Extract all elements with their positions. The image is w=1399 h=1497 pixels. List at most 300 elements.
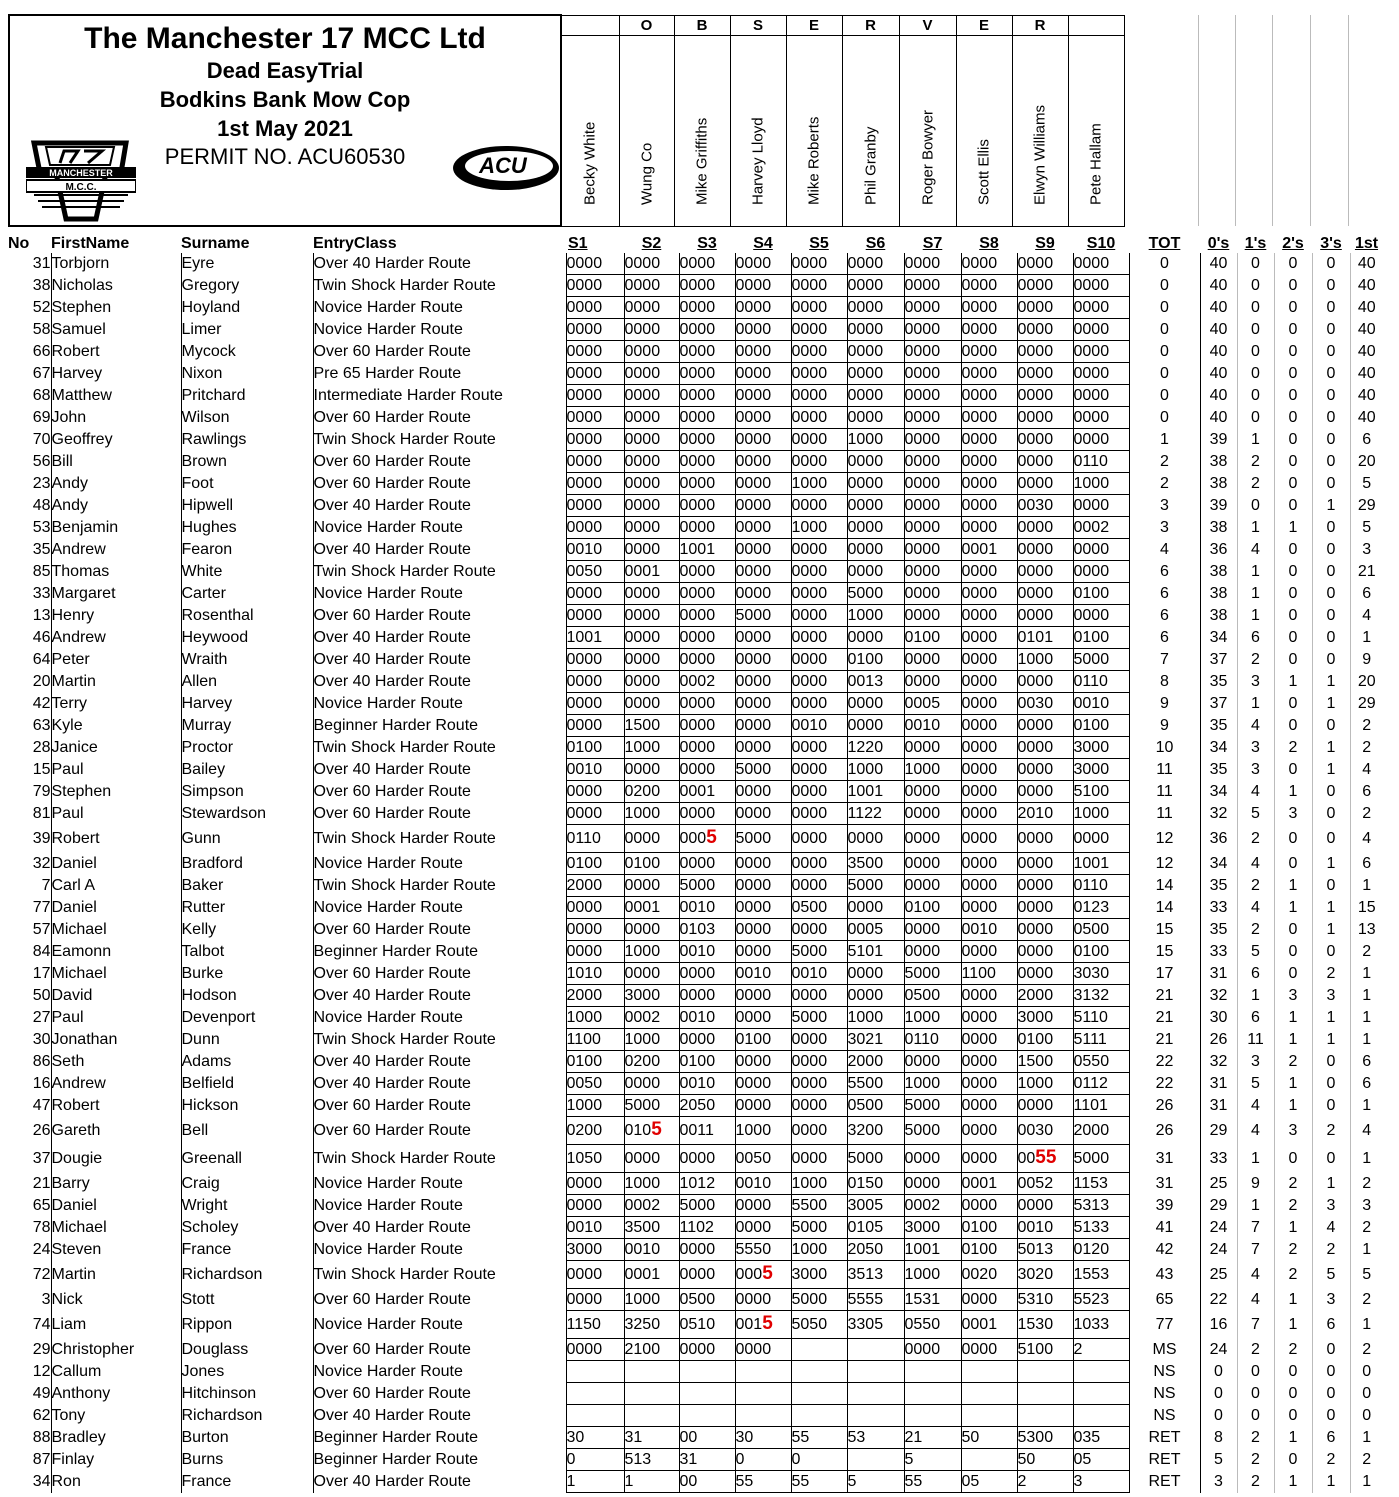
table-row xyxy=(8,297,1383,319)
section-score: 5000 xyxy=(904,963,961,985)
rider-entry-class: Novice Harder Route xyxy=(313,693,566,715)
table-row xyxy=(8,825,1383,853)
count-first: 40 xyxy=(1350,319,1383,341)
count-zeros: 31 xyxy=(1200,963,1237,985)
section-score: 0001 xyxy=(624,1261,679,1289)
rider-entry-class: Over 40 Harder Route xyxy=(313,1471,566,1493)
section-score: 5000 xyxy=(624,1095,679,1117)
rider-firstname: Janice xyxy=(51,737,181,759)
count-threes: 4 xyxy=(1312,1217,1350,1239)
event-name: Dead EasyTrial xyxy=(206,58,364,83)
count-first: 1 xyxy=(1350,1007,1383,1029)
section-score: 0000 xyxy=(679,473,735,495)
section-score: 21 xyxy=(904,1427,961,1449)
rider-entry-class: Beginner Harder Route xyxy=(313,1449,566,1471)
section-score: 5101 xyxy=(847,941,904,963)
section-score: 0050 xyxy=(566,1073,624,1095)
section-score: 0100 xyxy=(735,1029,791,1051)
section-score: 0000 xyxy=(679,803,735,825)
section-score xyxy=(1073,1383,1129,1405)
rider-entry-class: Over 40 Harder Route xyxy=(313,627,566,649)
count-zeros: 29 xyxy=(1200,1195,1237,1217)
rider-surname: France xyxy=(181,1471,313,1493)
section-score: 0000 xyxy=(791,561,847,583)
section-score: 0000 xyxy=(1073,297,1129,319)
section-score: 0030 xyxy=(1017,693,1073,715)
col-twos: 2's xyxy=(1282,235,1304,252)
count-zeros: 38 xyxy=(1200,517,1237,539)
section-score: 0020 xyxy=(961,1261,1017,1289)
count-twos: 3 xyxy=(1274,1117,1312,1145)
count-first: 1 xyxy=(1350,985,1383,1007)
section-score: 0002 xyxy=(1073,517,1129,539)
count-twos: 0 xyxy=(1274,429,1312,451)
count-threes: 0 xyxy=(1312,605,1350,627)
count-threes: 0 xyxy=(1312,385,1350,407)
section-score: 0000 xyxy=(735,297,791,319)
rider-surname: Scholey xyxy=(181,1217,313,1239)
section-score: 0120 xyxy=(1073,1239,1129,1261)
count-zeros: 30 xyxy=(1200,1007,1237,1029)
section-score: 0000 xyxy=(1017,341,1073,363)
count-twos: 2 xyxy=(1274,1195,1312,1217)
section-score: 55 xyxy=(791,1427,847,1449)
count-threes: 0 xyxy=(1312,715,1350,737)
rider-entry-class: Over 60 Harder Route xyxy=(313,341,566,363)
observer-letter: S xyxy=(730,15,786,35)
rider-surname: France xyxy=(181,1239,313,1261)
count-twos: 1 xyxy=(1274,1029,1312,1051)
penalty-highlight: 55 xyxy=(1035,1147,1057,1168)
section-score: 3000 xyxy=(791,1261,847,1289)
section-score: 0000 xyxy=(1073,605,1129,627)
count-ones: 7 xyxy=(1237,1311,1274,1339)
rider-number: 46 xyxy=(32,628,51,646)
count-ones: 4 xyxy=(1237,897,1274,919)
count-threes: 2 xyxy=(1312,1117,1350,1145)
rider-number: 81 xyxy=(32,804,51,822)
rider-entry-class: Novice Harder Route xyxy=(313,853,566,875)
count-threes: 2 xyxy=(1312,1449,1350,1471)
table-row xyxy=(8,737,1383,759)
rider-surname: Hickson xyxy=(181,1095,313,1117)
section-score: 0000 xyxy=(566,671,624,693)
rider-firstname: Anthony xyxy=(51,1383,181,1405)
section-score: 0000 xyxy=(735,451,791,473)
section-score: 0000 xyxy=(1017,605,1073,627)
section-score: 0123 xyxy=(1073,897,1129,919)
section-score: 0000 xyxy=(961,1007,1017,1029)
section-score: 1001 xyxy=(904,1239,961,1261)
rider-number: 30 xyxy=(32,1030,51,1048)
table-row xyxy=(8,1311,1383,1339)
section-score: 0112 xyxy=(1073,1073,1129,1095)
section-score: 0 xyxy=(566,1449,624,1471)
count-first: 20 xyxy=(1350,671,1383,693)
count-twos: 1 xyxy=(1274,897,1312,919)
rider-total: 11 xyxy=(1129,781,1200,803)
count-twos: 0 xyxy=(1274,853,1312,875)
observer-name-cell xyxy=(1012,35,1068,226)
count-twos: 0 xyxy=(1274,715,1312,737)
rider-number: 33 xyxy=(32,584,51,602)
count-twos: 0 xyxy=(1274,297,1312,319)
count-threes: 1 xyxy=(1312,853,1350,875)
count-first: 29 xyxy=(1350,495,1383,517)
section-score: 0000 xyxy=(961,297,1017,319)
count-twos: 0 xyxy=(1274,1383,1312,1405)
count-twos: 1 xyxy=(1274,1427,1312,1449)
rider-total: 43 xyxy=(1129,1261,1200,1289)
section-score: 0055 xyxy=(1017,1145,1073,1173)
rider-entry-class: Novice Harder Route xyxy=(313,319,566,341)
section-score: 0000 xyxy=(735,875,791,897)
observer-letter: E xyxy=(956,15,1012,35)
count-ones: 5 xyxy=(1237,941,1274,963)
rider-entry-class: Over 60 Harder Route xyxy=(313,1339,566,1361)
section-score: 0000 xyxy=(961,561,1017,583)
section-score: 0000 xyxy=(735,693,791,715)
count-zeros: 24 xyxy=(1200,1239,1237,1261)
count-zeros: 35 xyxy=(1200,875,1237,897)
count-first: 40 xyxy=(1350,407,1383,429)
rider-number: 53 xyxy=(32,518,51,536)
rider-firstname: Nick xyxy=(51,1289,181,1311)
section-score: 1 xyxy=(624,1471,679,1493)
rider-firstname: Nicholas xyxy=(51,275,181,297)
count-twos: 0 xyxy=(1274,825,1312,853)
count-threes: 0 xyxy=(1312,275,1350,297)
count-twos: 0 xyxy=(1274,539,1312,561)
table-row xyxy=(8,253,1383,275)
rider-surname: Rawlings xyxy=(181,429,313,451)
rider-entry-class: Novice Harder Route xyxy=(313,583,566,605)
section-score: 0000 xyxy=(904,407,961,429)
rider-entry-class: Novice Harder Route xyxy=(313,897,566,919)
count-threes: 0 xyxy=(1312,1145,1350,1173)
section-score: 0000 xyxy=(904,825,961,853)
section-score: 1000 xyxy=(1017,1073,1073,1095)
section-score: 0000 xyxy=(847,539,904,561)
rider-entry-class: Over 40 Harder Route xyxy=(313,985,566,1007)
section-score: 05 xyxy=(961,1471,1017,1493)
results-header xyxy=(8,14,1381,227)
count-twos: 1 xyxy=(1274,1311,1312,1339)
table-row xyxy=(8,1339,1383,1361)
section-score: 2100 xyxy=(624,1339,679,1361)
count-ones: 5 xyxy=(1237,803,1274,825)
rider-firstname: Stephen xyxy=(51,297,181,319)
col-first: 1st xyxy=(1354,235,1379,252)
section-score: 1000 xyxy=(1073,473,1129,495)
section-score: 5500 xyxy=(791,1195,847,1217)
rider-surname: Douglass xyxy=(181,1339,313,1361)
section-score: 5000 xyxy=(735,825,791,853)
count-first: 2 xyxy=(1350,1289,1383,1311)
count-ones: 2 xyxy=(1237,825,1274,853)
count-ones: 2 xyxy=(1237,919,1274,941)
section-score: 0000 xyxy=(735,341,791,363)
section-score: 1000 xyxy=(791,1239,847,1261)
section-score: 0000 xyxy=(961,1145,1017,1173)
rider-number: 15 xyxy=(32,760,51,778)
col-section: S9 xyxy=(1035,235,1055,252)
section-score xyxy=(904,1383,961,1405)
rider-number: 56 xyxy=(32,452,51,470)
rider-total: 6 xyxy=(1129,583,1200,605)
section-score: 1001 xyxy=(847,781,904,803)
section-score: 0000 xyxy=(791,407,847,429)
observer-letter: V xyxy=(899,15,956,35)
rider-total: 26 xyxy=(1129,1095,1200,1117)
section-score: 0000 xyxy=(679,627,735,649)
rider-number: 28 xyxy=(32,738,51,756)
count-twos: 1 xyxy=(1274,1289,1312,1311)
rider-surname: Proctor xyxy=(181,737,313,759)
rider-surname: Heywood xyxy=(181,627,313,649)
observer-name-cell xyxy=(1068,35,1124,226)
rider-entry-class: Over 60 Harder Route xyxy=(313,1095,566,1117)
section-score: 0000 xyxy=(847,715,904,737)
table-row xyxy=(8,275,1383,297)
rider-total: 0 xyxy=(1129,275,1200,297)
count-first: 1 xyxy=(1350,1145,1383,1173)
rider-firstname: Carl A xyxy=(51,875,181,897)
table-row xyxy=(8,1405,1383,1427)
section-score: 0000 xyxy=(735,429,791,451)
rider-total: 9 xyxy=(1129,715,1200,737)
rider-surname: Hipwell xyxy=(181,495,313,517)
section-score: 0000 xyxy=(735,583,791,605)
section-score: 0000 xyxy=(961,341,1017,363)
rider-total: 21 xyxy=(1129,985,1200,1007)
section-score: 0000 xyxy=(624,1145,679,1173)
section-score: 0000 xyxy=(904,781,961,803)
rider-entry-class: Twin Shock Harder Route xyxy=(313,561,566,583)
count-zeros: 0 xyxy=(1200,1405,1237,1427)
section-score: 0000 xyxy=(624,649,679,671)
count-threes: 0 xyxy=(1312,1051,1350,1073)
section-score: 5500 xyxy=(847,1073,904,1095)
section-score: 0000 xyxy=(961,649,1017,671)
rider-firstname: Steven xyxy=(51,1239,181,1261)
count-threes: 0 xyxy=(1312,473,1350,495)
section-score: 0200 xyxy=(624,1051,679,1073)
rider-firstname: Andrew xyxy=(51,627,181,649)
rider-surname: Eyre xyxy=(181,253,313,275)
count-first: 40 xyxy=(1350,275,1383,297)
section-score xyxy=(904,1361,961,1383)
section-score: 3021 xyxy=(847,1029,904,1051)
rider-firstname: Paul xyxy=(51,803,181,825)
col-section: S10 xyxy=(1086,235,1116,252)
count-zeros: 38 xyxy=(1200,473,1237,495)
count-threes: 1 xyxy=(1312,693,1350,715)
count-zeros: 40 xyxy=(1200,385,1237,407)
section-score: 5000 xyxy=(791,941,847,963)
section-score: 0000 xyxy=(679,429,735,451)
section-score: 0000 xyxy=(904,1051,961,1073)
count-first: 2 xyxy=(1350,803,1383,825)
rider-surname: Pritchard xyxy=(181,385,313,407)
count-threes: 2 xyxy=(1312,1239,1350,1261)
rider-firstname: Daniel xyxy=(51,897,181,919)
section-score: 0000 xyxy=(847,495,904,517)
count-threes: 0 xyxy=(1312,627,1350,649)
rider-surname: Adams xyxy=(181,1051,313,1073)
count-zeros: 40 xyxy=(1200,275,1237,297)
section-score xyxy=(624,1405,679,1427)
section-score: 5523 xyxy=(1073,1289,1129,1311)
section-score xyxy=(735,1383,791,1405)
rider-number: 86 xyxy=(32,1052,51,1070)
section-score: 0000 xyxy=(566,919,624,941)
count-twos: 0 xyxy=(1274,1449,1312,1471)
penalty-highlight: 5 xyxy=(706,827,717,848)
penalty-highlight: 5 xyxy=(762,1313,773,1334)
section-score: 5133 xyxy=(1073,1217,1129,1239)
rider-entry-class: Over 60 Harder Route xyxy=(313,605,566,627)
rider-firstname: Andrew xyxy=(51,539,181,561)
section-score: 0000 xyxy=(735,897,791,919)
section-score: 1122 xyxy=(847,803,904,825)
section-score: 1000 xyxy=(904,1261,961,1289)
rider-firstname: Andy xyxy=(51,473,181,495)
count-ones: 3 xyxy=(1237,737,1274,759)
section-score: 1101 xyxy=(1073,1095,1129,1117)
section-score: 0000 xyxy=(791,759,847,781)
section-score: 0000 xyxy=(961,1289,1017,1311)
results-table xyxy=(8,227,1383,1493)
section-score: 3005 xyxy=(847,1195,904,1217)
count-zeros: 34 xyxy=(1200,627,1237,649)
count-first: 1 xyxy=(1350,627,1383,649)
rider-number: 42 xyxy=(32,694,51,712)
rider-surname: Bradford xyxy=(181,853,313,875)
count-first: 6 xyxy=(1350,1051,1383,1073)
section-score: 0000 xyxy=(847,693,904,715)
count-ones: 5 xyxy=(1237,1073,1274,1095)
section-score: 0000 xyxy=(847,275,904,297)
count-zeros: 33 xyxy=(1200,1145,1237,1173)
rider-entry-class: Novice Harder Route xyxy=(313,1007,566,1029)
section-score: 3305 xyxy=(847,1311,904,1339)
section-score: 0000 xyxy=(961,1195,1017,1217)
rider-number: 47 xyxy=(32,1096,51,1114)
count-twos: 0 xyxy=(1274,275,1312,297)
rider-number: 64 xyxy=(32,650,51,668)
count-ones: 1 xyxy=(1237,985,1274,1007)
section-score: 1153 xyxy=(1073,1173,1129,1195)
table-row xyxy=(8,451,1383,473)
section-score: 1220 xyxy=(847,737,904,759)
count-threes: 0 xyxy=(1312,451,1350,473)
section-score: 0000 xyxy=(735,671,791,693)
section-score: 0000 xyxy=(904,803,961,825)
section-score: 0000 xyxy=(961,275,1017,297)
count-first: 4 xyxy=(1350,759,1383,781)
count-ones: 0 xyxy=(1237,385,1274,407)
section-score: 0000 xyxy=(904,919,961,941)
observer-name-cell xyxy=(956,35,1012,226)
section-score: 0000 xyxy=(904,737,961,759)
rider-number: 23 xyxy=(32,474,51,492)
count-ones: 1 xyxy=(1237,583,1274,605)
section-score: 1000 xyxy=(904,1007,961,1029)
section-score: 0000 xyxy=(961,1117,1017,1145)
count-ones: 0 xyxy=(1237,495,1274,517)
section-score: 3020 xyxy=(1017,1261,1073,1289)
section-score: 55 xyxy=(791,1471,847,1493)
count-twos: 0 xyxy=(1274,495,1312,517)
section-score: 0000 xyxy=(961,473,1017,495)
section-score: 0000 xyxy=(904,875,961,897)
section-score: 0000 xyxy=(847,319,904,341)
section-score: 0000 xyxy=(961,671,1017,693)
count-twos: 0 xyxy=(1274,963,1312,985)
section-score: 5 xyxy=(847,1471,904,1493)
section-score xyxy=(679,1383,735,1405)
section-score: 0000 xyxy=(624,605,679,627)
section-score: 0000 xyxy=(1017,473,1073,495)
section-score: 0000 xyxy=(961,853,1017,875)
section-score: 3 xyxy=(1073,1471,1129,1493)
section-score: 0100 xyxy=(566,853,624,875)
count-first: 21 xyxy=(1350,561,1383,583)
table-row xyxy=(8,715,1383,737)
section-score: 0000 xyxy=(961,803,1017,825)
section-score: 1100 xyxy=(566,1029,624,1051)
section-score: 5000 xyxy=(679,1195,735,1217)
rider-number: 39 xyxy=(32,829,51,847)
section-score: 0000 xyxy=(791,985,847,1007)
section-score: 0000 xyxy=(566,583,624,605)
section-score: 0000 xyxy=(735,781,791,803)
section-score: 0000 xyxy=(566,1339,624,1361)
count-twos: 0 xyxy=(1274,341,1312,363)
section-score: 0100 xyxy=(961,1217,1017,1239)
count-threes: 6 xyxy=(1312,1427,1350,1449)
rider-firstname: Stephen xyxy=(51,781,181,803)
section-score: 30 xyxy=(566,1427,624,1449)
count-twos: 0 xyxy=(1274,1361,1312,1383)
section-score: 0000 xyxy=(961,781,1017,803)
section-score: 513 xyxy=(624,1449,679,1471)
section-score: 0000 xyxy=(1017,919,1073,941)
section-score: 0000 xyxy=(566,363,624,385)
rider-number: 27 xyxy=(32,1008,51,1026)
count-threes: 0 xyxy=(1312,781,1350,803)
rider-firstname: Gareth xyxy=(51,1117,181,1145)
count-twos: 1 xyxy=(1274,517,1312,539)
section-score: 0000 xyxy=(735,649,791,671)
svg-text:MANCHESTER: MANCHESTER xyxy=(49,168,113,178)
rider-surname: Allen xyxy=(181,671,313,693)
count-twos: 0 xyxy=(1274,583,1312,605)
section-score: 0010 xyxy=(679,897,735,919)
rider-total: 11 xyxy=(1129,803,1200,825)
rider-firstname: Robert xyxy=(51,825,181,853)
section-score: 1000 xyxy=(624,737,679,759)
section-score: 0000 xyxy=(1017,759,1073,781)
table-row xyxy=(8,1471,1383,1493)
section-score: 1001 xyxy=(679,539,735,561)
section-score: 0500 xyxy=(791,897,847,919)
observer-name: Becky White xyxy=(581,121,599,205)
count-ones: 2 xyxy=(1237,1427,1274,1449)
count-first: 40 xyxy=(1350,385,1383,407)
section-score: 0000 xyxy=(791,1051,847,1073)
